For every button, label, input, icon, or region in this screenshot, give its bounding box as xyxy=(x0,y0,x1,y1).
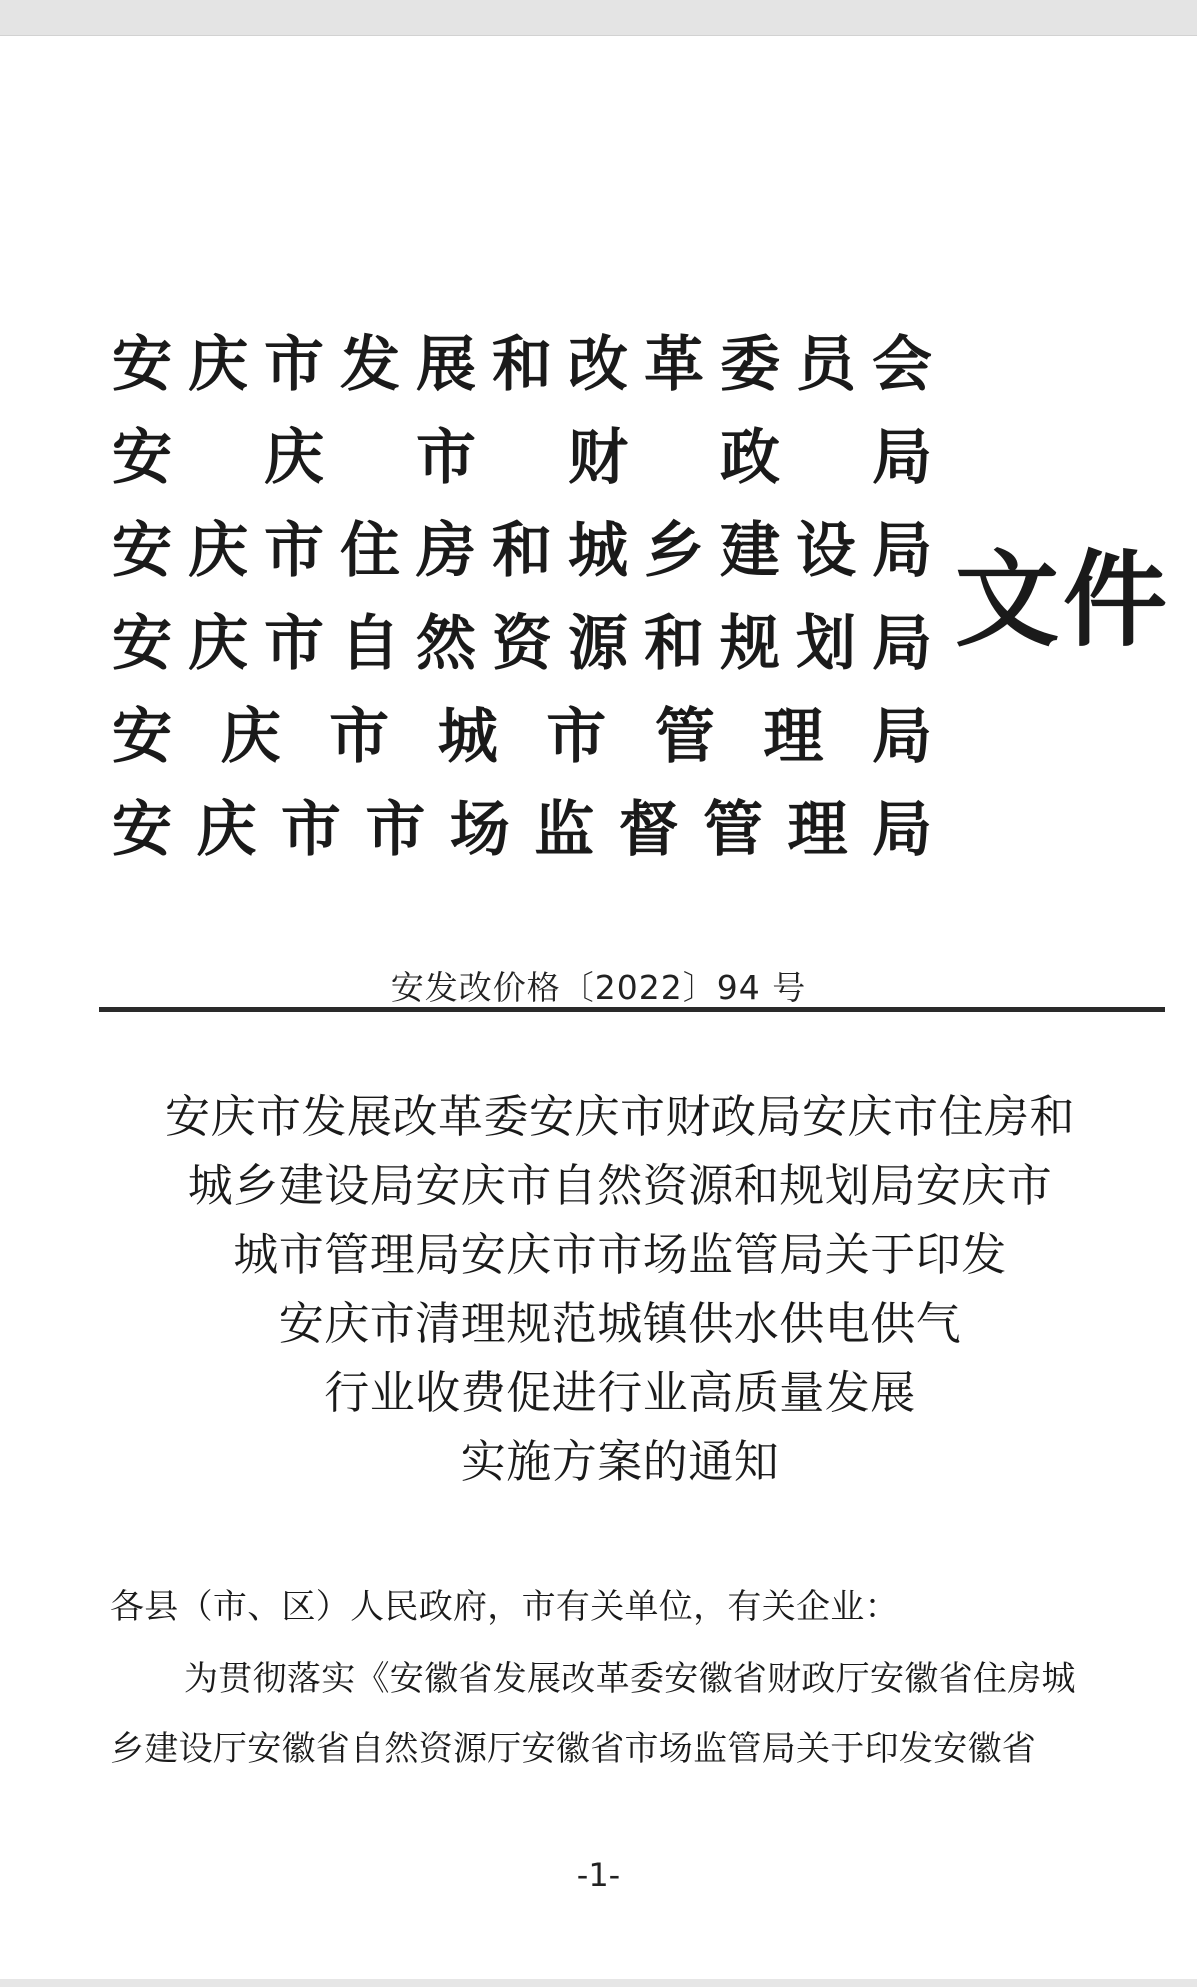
title-line: 安庆市发展改革委安庆市财政局安庆市住房和 xyxy=(164,1090,1075,1143)
viewer-top-bar xyxy=(0,0,1197,36)
issuer-char: 安 xyxy=(112,701,172,772)
issuer-char: 庆 xyxy=(264,422,324,493)
title-line: 实施方案的通知 xyxy=(460,1435,780,1488)
issuer-char: 局 xyxy=(872,515,932,586)
issuer-char: 委 xyxy=(720,329,780,400)
issuer-char: 管 xyxy=(654,701,715,772)
page-number: -1- xyxy=(576,1856,621,1894)
issuer-char: 局 xyxy=(872,422,932,493)
issuer-char: 庆 xyxy=(188,608,248,679)
salutation: 各县（市、区）人民政府，市有关单位，有关企业： xyxy=(110,1587,899,1627)
issuer-char: 城 xyxy=(568,515,628,586)
issuer-char: 督 xyxy=(618,794,679,865)
issuer-char: 和 xyxy=(492,329,552,400)
title-line: 行业收费促进行业高质量发展 xyxy=(324,1366,916,1419)
issuer-char: 庆 xyxy=(196,794,257,865)
issuer-char: 市 xyxy=(264,608,324,679)
issuer-char: 安 xyxy=(112,794,172,865)
title-line: 城乡建设局安庆市自然资源和规划局安庆市 xyxy=(187,1159,1053,1212)
issuer-char: 员 xyxy=(796,329,856,400)
issuer-line xyxy=(112,783,932,876)
issuer-char: 财 xyxy=(568,422,628,493)
issuer-char: 市 xyxy=(416,422,476,493)
issuer-char: 庆 xyxy=(188,515,248,586)
issuer-line xyxy=(112,411,932,504)
issuer-char: 政 xyxy=(720,422,780,493)
issuer-char: 改 xyxy=(568,329,628,400)
issuer-char: 住 xyxy=(340,515,400,586)
header-divider xyxy=(99,1007,1165,1012)
issuer-char: 展 xyxy=(416,329,476,400)
issuer-char: 庆 xyxy=(220,701,281,772)
issuer-char: 管 xyxy=(703,794,764,865)
issuer-char: 源 xyxy=(568,608,628,679)
body-line: 乡建设厅安徽省自然资源厅安徽省市场监管局关于印发安徽省 xyxy=(110,1729,1037,1769)
issuer-line xyxy=(112,690,932,783)
issuer-char: 局 xyxy=(872,608,932,679)
issuer-char: 场 xyxy=(449,794,510,865)
issuer-char: 划 xyxy=(796,608,856,679)
issuer-char: 监 xyxy=(534,794,595,865)
issuer-line xyxy=(112,318,932,411)
issuer-char: 城 xyxy=(437,701,498,772)
issuer-char: 市 xyxy=(546,701,607,772)
issuer-char: 和 xyxy=(492,515,552,586)
issuer-line xyxy=(112,504,932,597)
issuer-char: 和 xyxy=(644,608,704,679)
issuer-char: 乡 xyxy=(644,515,704,586)
body-line: 为贯彻落实《安徽省发展改革委安徽省财政厅安徽省住房城 xyxy=(184,1659,1076,1699)
issuer-char: 资 xyxy=(492,608,552,679)
document-type-label: 文件 xyxy=(955,539,1172,661)
issuer-char: 设 xyxy=(796,515,856,586)
issuer-char: 市 xyxy=(365,794,426,865)
document-title xyxy=(80,1082,1160,1496)
title-line: 城市管理局安庆市市场监管局关于印发 xyxy=(233,1228,1007,1281)
title-line: 安庆市清理规范城镇供水供电供气 xyxy=(278,1297,962,1350)
issuer-char: 房 xyxy=(416,515,476,586)
issuing-organizations xyxy=(112,318,932,876)
issuer-char: 局 xyxy=(871,701,932,772)
issuer-char: 理 xyxy=(787,794,848,865)
issuer-char: 规 xyxy=(720,608,780,679)
issuer-line xyxy=(112,597,932,690)
issuer-char: 自 xyxy=(340,608,400,679)
issuer-char: 市 xyxy=(264,515,324,586)
issuer-char: 会 xyxy=(872,329,932,400)
issuer-char: 庆 xyxy=(188,329,248,400)
issuer-char: 市 xyxy=(329,701,390,772)
issuer-char: 然 xyxy=(416,608,476,679)
issuer-char: 理 xyxy=(763,701,824,772)
document-number: 安发改价格〔2022〕94 号 xyxy=(390,968,807,1007)
issuer-char: 安 xyxy=(112,608,172,679)
issuer-char: 革 xyxy=(644,329,704,400)
issuer-char: 建 xyxy=(720,515,780,586)
issuer-char: 安 xyxy=(112,422,172,493)
issuer-char: 安 xyxy=(112,515,172,586)
issuer-char: 发 xyxy=(340,329,400,400)
issuer-char: 市 xyxy=(264,329,324,400)
issuer-char: 安 xyxy=(112,329,172,400)
issuer-char: 局 xyxy=(871,794,932,865)
issuer-char: 市 xyxy=(280,794,341,865)
